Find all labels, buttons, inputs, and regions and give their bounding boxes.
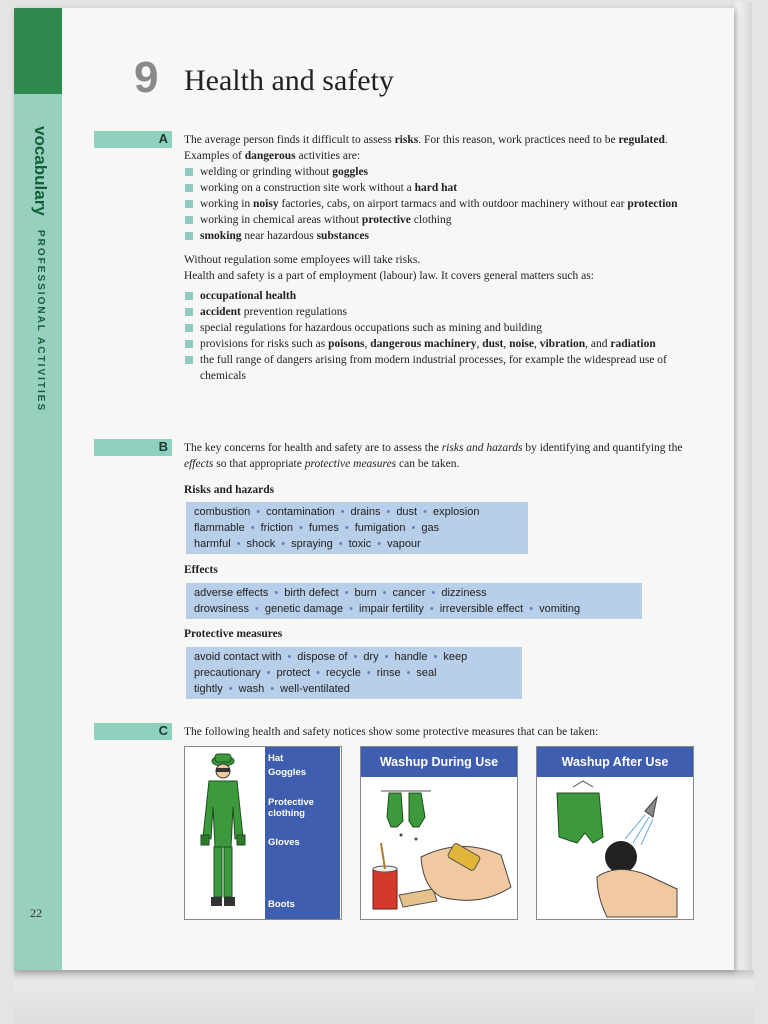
vocab-row bbox=[194, 601, 634, 617]
section-c-label: C bbox=[94, 723, 172, 740]
bullet-separator-icon: • bbox=[281, 538, 286, 550]
section-a-intro: The average person finds it difficult to assess risks. For this reason, work practices need to be regulated. Examples of dangerous activities are: bbox=[184, 134, 668, 162]
general-matters-list bbox=[184, 288, 704, 384]
vocab-word: protect bbox=[276, 667, 311, 679]
section-a-body bbox=[184, 132, 704, 384]
bullet-separator-icon: • bbox=[316, 667, 321, 679]
bullet-separator-icon: • bbox=[429, 603, 434, 615]
vocab-row bbox=[194, 536, 520, 552]
risks-heading: Risks and hazards bbox=[184, 484, 275, 496]
vocab-word: seal bbox=[416, 667, 437, 679]
notice-during-title: Washup During Use bbox=[361, 747, 517, 777]
sidebar-top-block bbox=[14, 8, 62, 94]
section-a-para-2: Health and safety is a part of employment (labour) law. It covers general matters such as: bbox=[184, 270, 594, 282]
list-item: welding or grinding without goggles bbox=[184, 164, 704, 180]
list-item: working in chemical areas without protective clothing bbox=[184, 212, 704, 228]
list-item: special regulations for hazardous occupations such as mining and building bbox=[184, 320, 704, 336]
vocab-row bbox=[194, 585, 634, 601]
vocab-word: gas bbox=[421, 522, 440, 534]
vocab-word: vapour bbox=[387, 538, 421, 550]
ppe-illustration bbox=[184, 746, 342, 920]
vocab-word: handle bbox=[394, 651, 428, 663]
vocab-word: recycle bbox=[326, 667, 361, 679]
bullet-separator-icon: • bbox=[382, 587, 387, 599]
vocab-word: genetic damage bbox=[264, 603, 344, 615]
sidebar bbox=[14, 8, 62, 970]
vocab-word: dust bbox=[396, 506, 418, 518]
vocab-word: combustion bbox=[194, 506, 251, 518]
sidebar-subtitle: PROFESSIONAL ACTIVITIES bbox=[35, 230, 46, 413]
bullet-separator-icon: • bbox=[431, 587, 436, 599]
unit-title: Health and safety bbox=[184, 64, 394, 97]
bullet-separator-icon: • bbox=[255, 603, 259, 615]
bullet-separator-icon: • bbox=[366, 667, 371, 679]
worker-figure-icon bbox=[185, 747, 265, 919]
vocab-word: dispose of bbox=[297, 651, 348, 663]
notice-after-title: Washup After Use bbox=[537, 747, 693, 777]
bullet-separator-icon: • bbox=[349, 603, 354, 615]
vocab-word: adverse effects bbox=[194, 587, 269, 599]
vocab-word: fumigation bbox=[354, 522, 406, 534]
hat-label: Hat bbox=[268, 753, 284, 764]
vocab-word: irreversible effect bbox=[439, 603, 524, 615]
vocab-word: impair fertility bbox=[359, 603, 424, 615]
bullet-separator-icon: • bbox=[423, 506, 427, 518]
dangerous-activities-list bbox=[184, 164, 704, 244]
vocab-word: cancer bbox=[392, 587, 426, 599]
measures-heading: Protective measures bbox=[184, 628, 283, 640]
bullet-separator-icon: • bbox=[384, 651, 389, 663]
vocab-word: friction bbox=[260, 522, 294, 534]
vocab-word: fumes bbox=[308, 522, 339, 534]
bullet-separator-icon: • bbox=[287, 651, 292, 663]
bullet-separator-icon: • bbox=[344, 587, 349, 599]
list-item: working on a construction site work without a hard hat bbox=[184, 180, 704, 196]
shower-washing-icon bbox=[537, 777, 693, 919]
effects-vocab-box bbox=[186, 583, 642, 619]
vocab-word: rinse bbox=[376, 667, 401, 679]
notice-washup-during-use bbox=[360, 746, 518, 920]
bullet-separator-icon: • bbox=[377, 538, 382, 550]
vocab-word: contamination bbox=[266, 506, 335, 518]
vocab-row bbox=[194, 665, 514, 681]
vocab-row bbox=[194, 681, 514, 697]
bullet-separator-icon: • bbox=[433, 651, 438, 663]
vocab-word: shock bbox=[246, 538, 276, 550]
bullet-separator-icon: • bbox=[228, 683, 233, 695]
vocab-word: drains bbox=[350, 506, 381, 518]
list-item: smoking near hazardous substances bbox=[184, 228, 704, 244]
bullet-separator-icon: • bbox=[299, 522, 303, 534]
vocab-word: toxic bbox=[348, 538, 372, 550]
list-item: working in noisy factories, cabs, on airport tarmacs and with outdoor machinery without ear protection bbox=[184, 196, 704, 212]
vocab-word: dizziness bbox=[441, 587, 487, 599]
bullet-separator-icon: • bbox=[266, 667, 271, 679]
vocab-row bbox=[194, 520, 520, 536]
effects-heading: Effects bbox=[184, 564, 218, 576]
sidebar-title bbox=[24, 126, 50, 416]
vocab-word: flammable bbox=[194, 522, 245, 534]
bullet-separator-icon: • bbox=[274, 587, 279, 599]
section-a-para-1: Without regulation some employees will take risks. bbox=[184, 254, 421, 266]
bullet-separator-icon: • bbox=[411, 522, 416, 534]
vocab-word: harmful bbox=[194, 538, 231, 550]
bullet-separator-icon: • bbox=[340, 506, 345, 518]
section-c-intro: The following health and safety notices show some protective measures that can be taken: bbox=[184, 726, 599, 738]
bullet-separator-icon: • bbox=[344, 522, 349, 534]
bullet-separator-icon: • bbox=[386, 506, 391, 518]
section-a-label: A bbox=[94, 131, 172, 148]
measures-vocab-box bbox=[186, 647, 522, 699]
vocab-word: well-ventilated bbox=[280, 683, 350, 695]
list-item: provisions for risks such as poisons, dangerous machinery, dust, noise, vibration, and radiation bbox=[184, 336, 704, 352]
list-item: occupational health bbox=[184, 288, 704, 304]
vocab-row bbox=[194, 649, 514, 665]
list-item: accident prevention regulations bbox=[184, 304, 704, 320]
bullet-separator-icon: • bbox=[406, 667, 411, 679]
vocab-word: burn bbox=[354, 587, 377, 599]
vocab-word: dry bbox=[363, 651, 379, 663]
goggles-label: Goggles bbox=[268, 767, 307, 778]
book-page bbox=[14, 8, 734, 970]
vocab-word: spraying bbox=[291, 538, 333, 550]
bullet-separator-icon: • bbox=[270, 683, 275, 695]
vocab-word: precautionary bbox=[194, 667, 261, 679]
vocab-word: wash bbox=[238, 683, 265, 695]
gloves-label: Gloves bbox=[268, 837, 300, 848]
vocab-word: birth defect bbox=[284, 587, 339, 599]
bullet-separator-icon: • bbox=[353, 651, 358, 663]
vocab-row bbox=[194, 504, 520, 520]
vocab-word: keep bbox=[443, 651, 468, 663]
risks-vocab-box bbox=[186, 502, 528, 554]
page-number: 22 bbox=[30, 906, 42, 920]
bullet-separator-icon: • bbox=[236, 538, 241, 550]
washing-hands-icon bbox=[361, 777, 517, 919]
vocab-word: avoid contact with bbox=[194, 651, 282, 663]
unit-number: 9 bbox=[134, 53, 159, 102]
vocab-word: vomiting bbox=[539, 603, 581, 615]
boots-label: Boots bbox=[268, 899, 295, 910]
notice-washup-after-use bbox=[536, 746, 694, 920]
bullet-separator-icon: • bbox=[250, 522, 255, 534]
bullet-separator-icon: • bbox=[338, 538, 343, 550]
bullet-separator-icon: • bbox=[256, 506, 261, 518]
section-b-intro: The key concerns for health and safety are to assess the risks and hazards by identifying and quantifying the effects so that appropriate protective measures can be taken. bbox=[184, 442, 683, 470]
list-item: the full range of dangers arising from modern industrial processes, for example the widespread use of chemicals bbox=[184, 352, 704, 384]
bullet-separator-icon: • bbox=[529, 603, 534, 615]
vocab-word: explosion bbox=[432, 506, 480, 518]
page-bottom-edge bbox=[14, 970, 754, 1024]
vocab-word: drowsiness bbox=[194, 603, 250, 615]
sidebar-title-main: vocabulary bbox=[31, 126, 50, 216]
vocab-word: tightly bbox=[194, 683, 223, 695]
section-b-label: B bbox=[94, 439, 172, 456]
protective-clothing-label: Protective clothing bbox=[268, 797, 314, 819]
